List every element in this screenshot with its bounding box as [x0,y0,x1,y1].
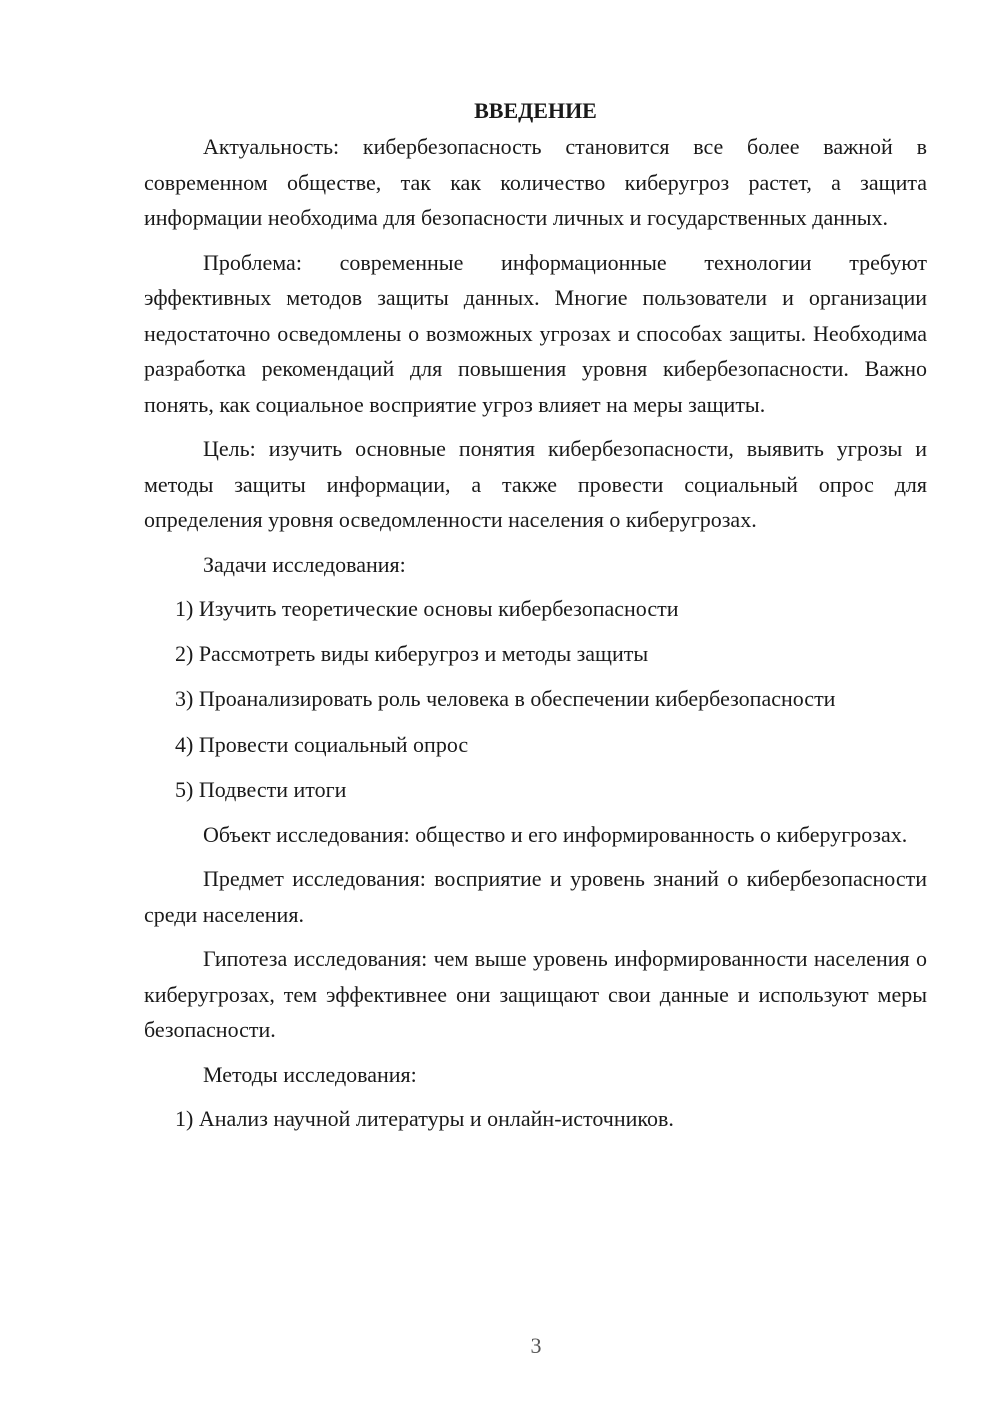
task-item: 4) Провести социальный опрос [175,731,469,757]
methods-list [144,1101,927,1137]
methods-label: Методы исследования: [203,1061,417,1087]
subject-paragraph: Предмет исследования: восприятие и уровень знаний о кибербезопасности среди населения. [144,866,927,927]
page-number: 3 [530,1333,542,1358]
method-item: 1) Анализ научной литературы и онлайн-источников. [175,1106,674,1132]
object-paragraph: Объект исследования: общество и его информированность о киберугрозах. [203,821,908,847]
tasks-label: Задачи исследования: [203,551,406,577]
goal-paragraph: Цель: изучить основные понятия кибербезопасности, выявить угрозы и методы защиты информации, а также провести социальный опрос для определения уровня осведомленности населения о киберугрозах. [144,436,927,532]
document-page [144,95,927,1147]
task-item: 5) Подвести итоги [175,776,347,802]
task-item: 3) Проанализировать роль человека в обеспечении кибербезопасности [175,686,836,712]
relevance-paragraph: Актуальность: кибербезопасность становится все более важной в современном обществе, так как количество киберугроз растет, а защита информации необходима для безопасности личных и государственных данных. [144,134,927,230]
page-title: ВВЕДЕНИЕ [474,98,597,123]
task-item: 2) Рассмотреть виды киберугроз и методы защиты [175,641,649,667]
task-item: 1) Изучить теоретические основы кибербезопасности [175,596,679,621]
hypothesis-paragraph: Гипотеза исследования: чем выше уровень информированности населения о киберугрозах, тем эффективнее они защищают свои данные и используют меры безопасности. [144,946,927,1043]
problem-paragraph: Проблема: современные информационные технологии требуют эффективных методов защиты данных. Многие пользователи и организации недостаточно осведомлены о возможных угрозах и способах защиты. Необходима разработка рекомендаций для повышения уровня кибербезопасности. Важно понять, как социальное восприятие угроз влияет на меры защиты. [144,249,927,417]
tasks-list [144,591,927,807]
